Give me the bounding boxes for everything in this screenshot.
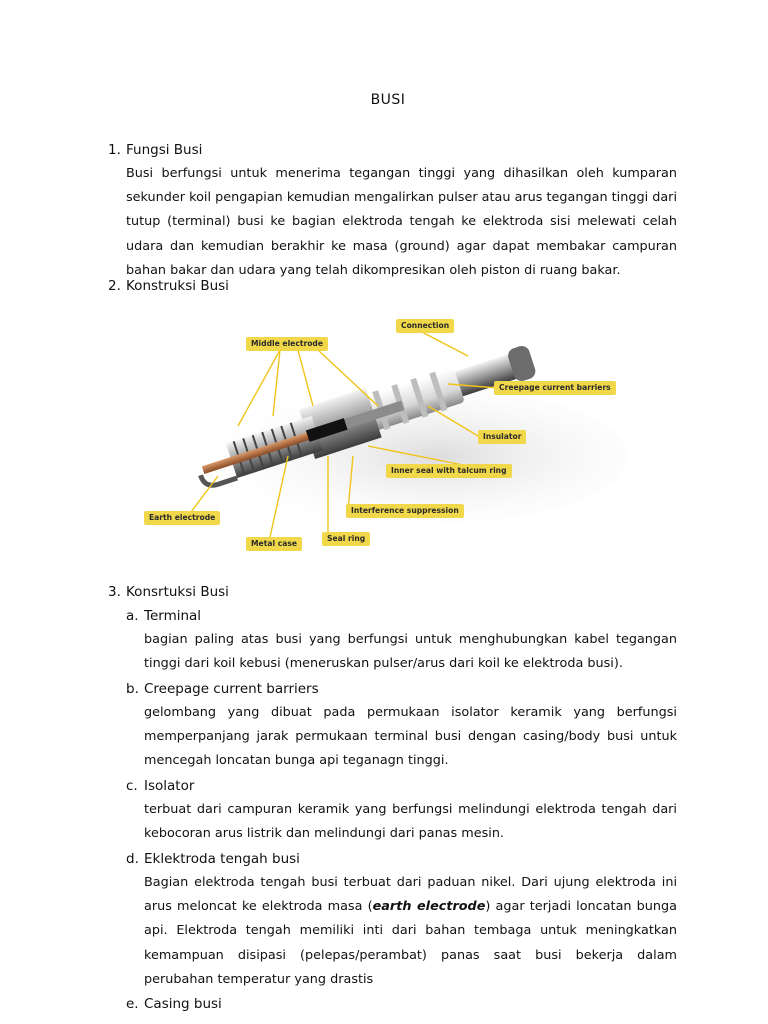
- label-inner-seal: Inner seal with talcum ring: [386, 464, 512, 478]
- section1-heading: Fungsi Busi: [126, 142, 203, 158]
- item-a-title: Terminal: [144, 608, 202, 624]
- item-b-text: gelombang yang dibuat pada permukaan isolator keramik yang berfungsi memperpanjang jarak permukaan terminal busi dengan casing/body busi untuk mencegah loncatan bunga api teganagn tinggi.: [144, 705, 677, 769]
- item-d-text-before: Bagian elektroda tengah busi terbuat dari paduan nikel. Dari ujung elektroda ini arus meloncat ke elektroda masa (: [144, 875, 677, 915]
- section2-heading: Konstruksi Busi: [126, 278, 229, 294]
- section3-heading: Konsrtuksi Busi: [126, 584, 229, 600]
- item-d-title: Eklektroda tengah busi: [144, 851, 300, 867]
- label-creepage-current-barriers: Creepage current barriers: [494, 381, 616, 395]
- item-c-text: terbuat dari campuran keramik yang berfungsi melindungi elektroda tengah dari kebocoran arus listrik dan melindungi dari panas mesin.: [144, 802, 677, 842]
- section1-number: 1.: [108, 142, 121, 158]
- label-metal-case: Metal case: [246, 537, 302, 551]
- section1-paragraph: Busi berfungsi untuk menerima tegangan tinggi yang dihasilkan oleh kumparan sekunder koil pengapian kemudian mengalirkan pulser atau arus tegangan tinggi dari tutup (terminal) busi ke bagian elektroda tengah ke elektroda sisi melewati celah udara dan kemudian berakhir ke masa (ground) agar dapat membakar campuran bahan bakar dan udara yang telah dikompresikan oleh piston di ruang bakar.: [126, 166, 677, 278]
- item-d-text-emphasis: earth electrode: [372, 899, 486, 915]
- label-interference-suppression: Interference suppression: [346, 504, 464, 518]
- item-b-title: Creepage current barriers: [144, 681, 319, 697]
- item-c-title: Isolator: [144, 778, 195, 794]
- document-title: BUSI: [370, 92, 406, 108]
- item-e-letter: e.: [126, 996, 139, 1012]
- item-c-letter: c.: [126, 778, 138, 794]
- label-insulator: Insulator: [478, 430, 526, 444]
- item-d-letter: d.: [126, 851, 139, 867]
- item-a-letter: a.: [126, 608, 139, 624]
- section2-number: 2.: [108, 278, 121, 294]
- item-d-text: [144, 871, 677, 992]
- item-e-title: Casing busi: [144, 996, 222, 1012]
- label-middle-electrode: Middle electrode: [246, 337, 328, 351]
- item-d-text-after: ) agar terjadi loncatan bunga api. Elektroda tengah memiliki inti dari bahan tembaga untuk meningkatkan kemampuan disipasi (pelepas/perambat) panas saat busi bekerja dalam perubahan temperatur yang drastis: [144, 899, 677, 987]
- item-b-letter: b.: [126, 681, 139, 697]
- label-seal-ring: Seal ring: [322, 532, 370, 546]
- label-earth-electrode: Earth electrode: [144, 511, 220, 525]
- item-a-text: bagian paling atas busi yang berfungsi untuk menghubungkan kabel tegangan tinggi dari koil kebusi (meneruskan pulser/arus dari koil ke elektroda busi).: [144, 632, 677, 672]
- label-connection: Connection: [396, 319, 454, 333]
- section3-number: 3.: [108, 584, 121, 600]
- spark-plug-diagram: [128, 306, 628, 560]
